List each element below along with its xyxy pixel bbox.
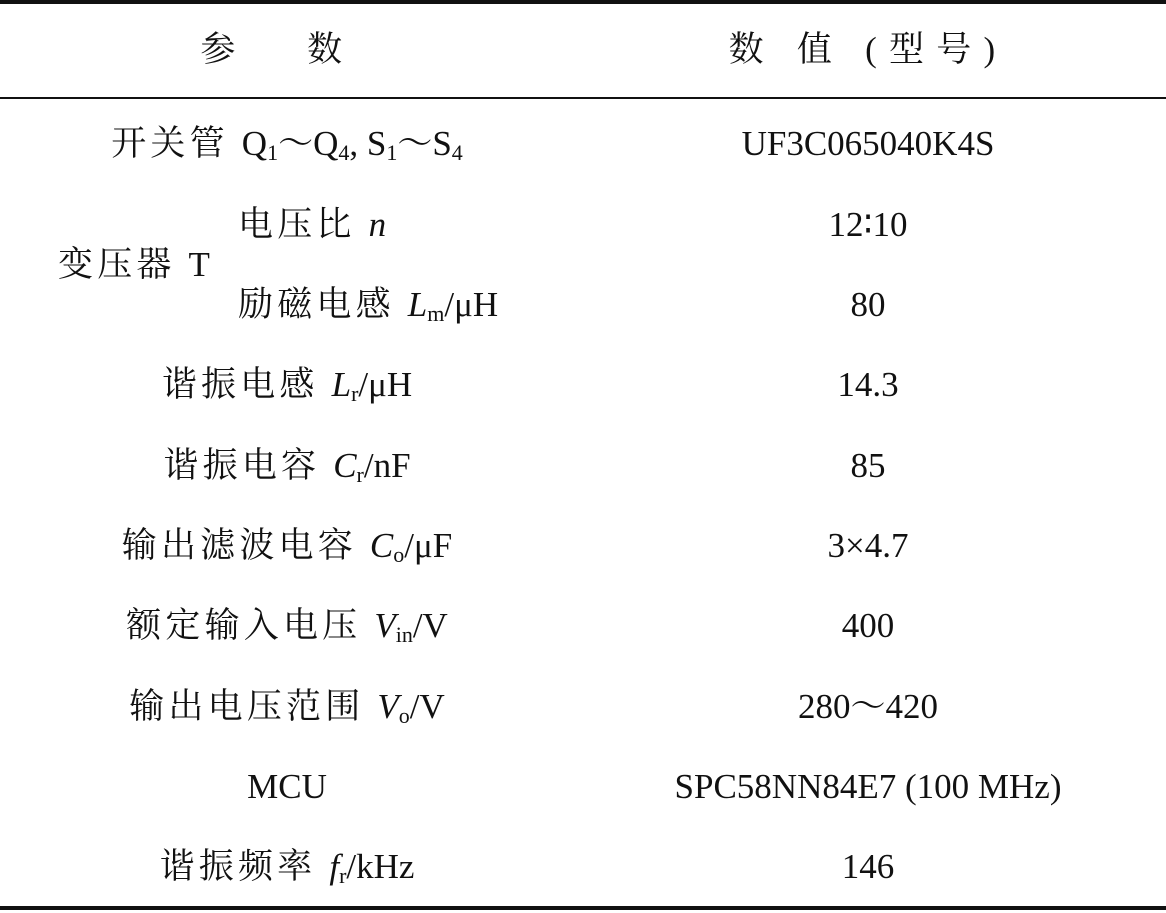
header-param: 参 数 (200, 30, 374, 69)
row-resonant-frequency-param: 谐振频率 $f_r$/kHz (159, 847, 415, 888)
row-resonant-capacitance-param: 谐振电容 $C_r/nF$ (163, 446, 411, 487)
table-bottom-rule (0, 906, 1166, 910)
row-output-filter-capacitance-value: 3×4.7 (827, 526, 909, 565)
row-resonant-inductance-value: 14.3 (837, 365, 899, 404)
row-transformer-group: 变压器 T (58, 245, 215, 284)
row-turns-ratio-param: 电压比 n (238, 205, 387, 244)
row-resonant-frequency-value: 146 (841, 847, 895, 886)
row-switches-value: UF3C065040K4S (741, 124, 995, 163)
row-magnetizing-inductance-value: 80 (850, 285, 886, 324)
row-resonant-inductance-param: 谐振电感 $L_r/\mu H$ (161, 365, 413, 406)
header-value: 数 值 (型号) (728, 30, 1008, 69)
row-turns-ratio-value: 12∶10 (828, 205, 908, 244)
row-output-filter-capacitance-param: 输出滤波电容 $C_o/\mu F$ (121, 526, 453, 567)
table-top-rule (0, 0, 1166, 4)
row-rated-input-voltage-value: 400 (841, 606, 895, 645)
row-mcu-value: SPC58NN84E7 (100 MHz) (674, 767, 1062, 806)
row-output-voltage-range-param: 输出电压范围 $V_o/V$ (129, 687, 445, 728)
row-output-voltage-range-value: 280～420 (797, 687, 939, 726)
table-header-rule (0, 97, 1166, 99)
row-mcu-param: MCU (247, 767, 327, 806)
row-resonant-capacitance-value: 85 (850, 446, 886, 485)
row-switches-param: 开关管 $Q_1\sim Q_4$, $S_1\sim S_4$ (111, 124, 463, 165)
row-rated-input-voltage-param: 额定输入电压 $V_{in}/V$ (126, 606, 448, 647)
row-magnetizing-inductance-param: 励磁电感 $L_m/\mu H$ (238, 285, 499, 326)
